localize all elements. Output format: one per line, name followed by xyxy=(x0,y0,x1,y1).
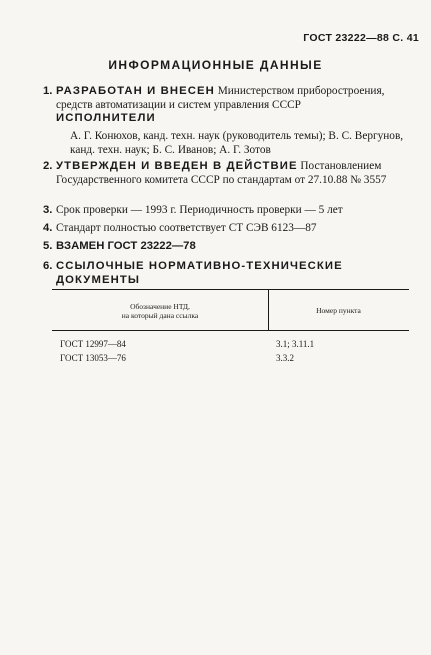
item-number: 1. xyxy=(43,85,53,97)
item-review-period xyxy=(43,203,417,217)
item-replaces xyxy=(43,239,417,253)
performers-list: А. Г. Конюхов, канд. техн. наук (руководитель темы); В. С. Вергунов, канд. техн. наук; Б. С. Иванов; А. Г. Зотов xyxy=(70,130,404,156)
item-compliance xyxy=(43,221,417,235)
item-text: Срок проверки — 1993 г. Периодичность проверки — 5 лет xyxy=(56,204,343,216)
table-cell-document: ГОСТ 12997—84 xyxy=(60,339,126,349)
item-approved xyxy=(43,159,417,187)
item-text: Постановлением Государственного комитета СССР по стандартам от 27.10.88 № 3557 xyxy=(56,160,387,186)
item-number: 6. xyxy=(43,260,53,272)
table-cell-section: 3.3.2 xyxy=(276,353,294,363)
item-text: Министерством приборостроения, средств автоматизации и систем управления СССР xyxy=(56,85,385,111)
item-heading: ВЗАМЕН ГОСТ 23222—78 xyxy=(56,240,196,252)
item-developed xyxy=(43,84,417,112)
table-row xyxy=(52,351,409,365)
item-number: 2. xyxy=(43,160,53,172)
table-cell-document: ГОСТ 13053—76 xyxy=(60,353,126,363)
table-header xyxy=(52,290,409,330)
item-number: 4. xyxy=(43,222,53,234)
performers-heading: ИСПОЛНИТЕЛИ xyxy=(56,112,156,124)
table-row xyxy=(52,337,409,351)
column-header-section: Номер пункта xyxy=(316,306,361,315)
item-number: 3. xyxy=(43,204,53,216)
references-table xyxy=(52,289,409,365)
column-header-document: Обозначение НТД, на который дана ссылка xyxy=(121,302,199,320)
page-title: ИНФОРМАЦИОННЫЕ ДАННЫЕ xyxy=(108,58,323,72)
item-heading: РАЗРАБОТАН И ВНЕСЕН xyxy=(56,85,215,97)
table-cell-section: 3.1; 3.11.1 xyxy=(276,339,315,349)
item-number: 5. xyxy=(43,240,53,252)
item-references xyxy=(43,259,417,287)
page-header-reference: ГОСТ 23222—88 С. 41 xyxy=(303,32,419,44)
item-text: Стандарт полностью соответствует СТ СЭВ 6123—87 xyxy=(56,222,317,234)
item-heading: УТВЕРЖДЕН И ВВЕДЕН В ДЕЙСТВИЕ xyxy=(56,160,298,172)
item-heading: ССЫЛОЧНЫЕ НОРМАТИВНО-ТЕХНИЧЕСКИЕ ДОКУМЕНТЫ xyxy=(56,260,343,286)
